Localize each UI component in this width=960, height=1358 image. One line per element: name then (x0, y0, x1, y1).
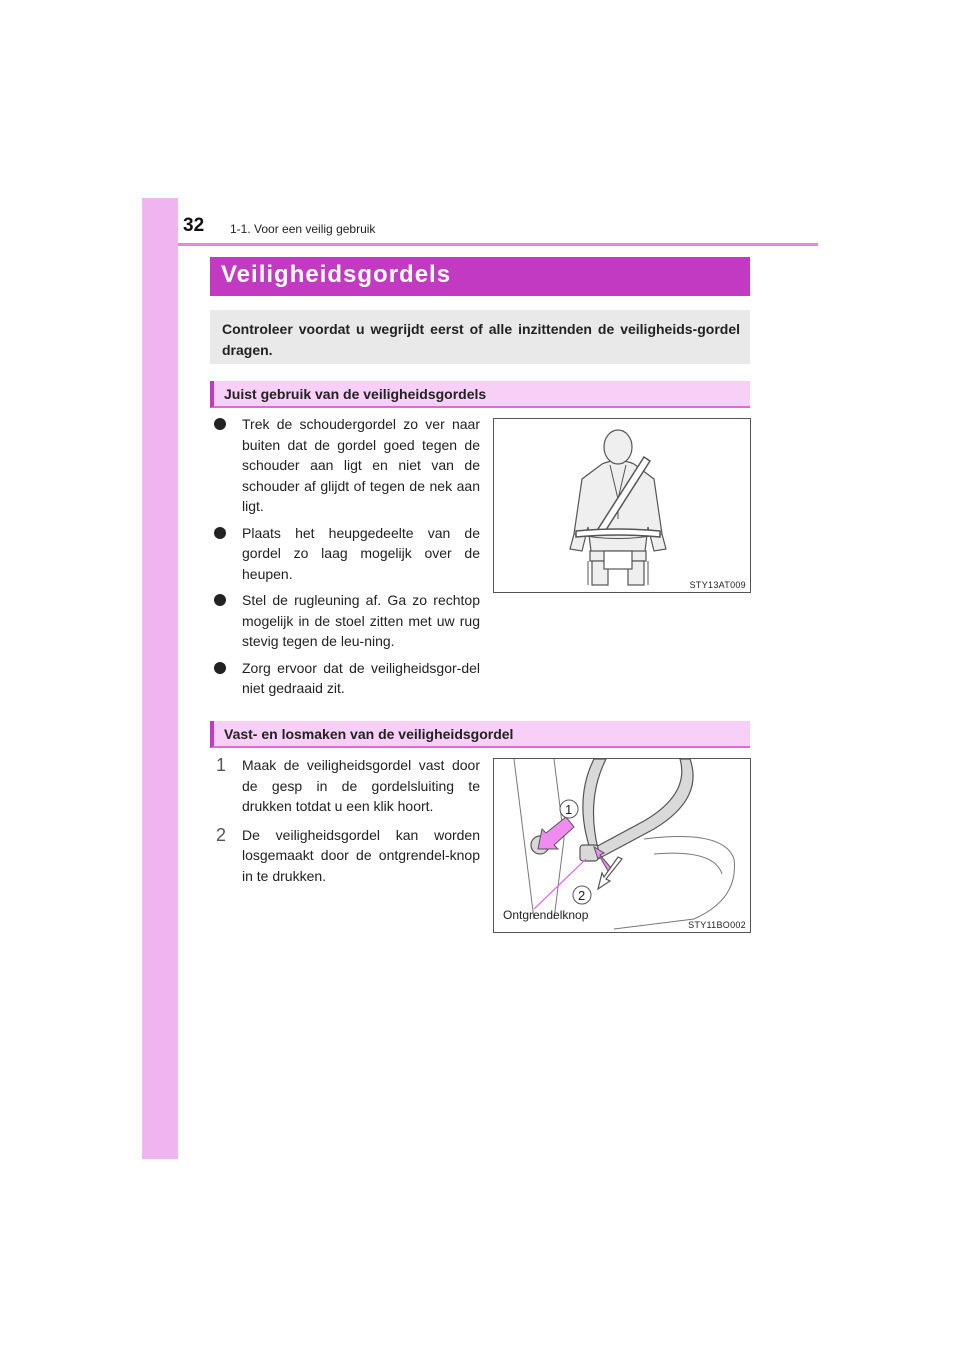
section-title-bar (210, 257, 750, 296)
figure-code: STY11BO002 (688, 920, 746, 930)
seated-person-illustration (493, 418, 751, 593)
page-number: 32 (183, 215, 205, 236)
list-item: 1 Maak de veiligheidsgordel vast door de gesp in de gordelsluiting te drukken totdat u een klik hoort. (216, 755, 480, 814)
page-title: Veiligheidsgordels (221, 261, 452, 288)
intro-text: Controleer voordat u wegrijdt eerst of alle inzittenden de veiligheids-gordel dragen. (222, 321, 740, 358)
list-item: 2 De veiligheidsgordel kan worden losgemaakt door de ontgrendel-knop in te drukken. (216, 824, 480, 884)
usage-bullet-list (210, 414, 480, 705)
step-number: 2 (216, 824, 227, 845)
buckle-illustration (493, 758, 751, 933)
side-tab (142, 198, 178, 1159)
figure-code: STY13AT009 (689, 580, 746, 590)
step-number: 1 (216, 755, 227, 775)
bullet-icon (214, 662, 226, 674)
bullet-icon (214, 418, 226, 430)
section-heading-text: Vast- en losmaken van de veiligheidsgordel (224, 726, 514, 742)
person-belt-icon (494, 419, 750, 592)
section-heading-usage (210, 381, 750, 408)
section-heading-text: Juist gebruik van de veiligheidsgordels (224, 386, 487, 402)
section-heading-fasten (210, 721, 750, 748)
header-rule (178, 243, 818, 246)
list-item: Zorg ervoor dat de veiligheidsgor-del niet gedraaid zit. (210, 658, 480, 699)
list-item: Stel de rugleuning af. Ga zo rechtop mogelijk in de stoel zitten met uw rug stevig tegen de leu-ning. (210, 590, 480, 652)
callout-number: 1 (565, 802, 573, 817)
intro-box (210, 310, 750, 364)
bullet-icon (214, 594, 226, 606)
callout-number: 2 (578, 888, 586, 903)
fasten-step-list (210, 755, 480, 894)
list-item: Plaats het heupgedeelte van de gordel zo laag mogelijk over de heupen. (210, 523, 480, 585)
bullet-icon (214, 527, 226, 539)
chapter-label: 1-1. Voor een veilig gebruik (230, 222, 376, 236)
buckle-icon (494, 759, 750, 932)
list-item: Trek de schoudergordel zo ver naar buiten dat de gordel goed tegen de schouder aan ligt en niet van de schouder af glijdt of tegen de nek aan ligt. (210, 414, 480, 517)
release-button-label: Ontgrendelknop (503, 908, 589, 922)
